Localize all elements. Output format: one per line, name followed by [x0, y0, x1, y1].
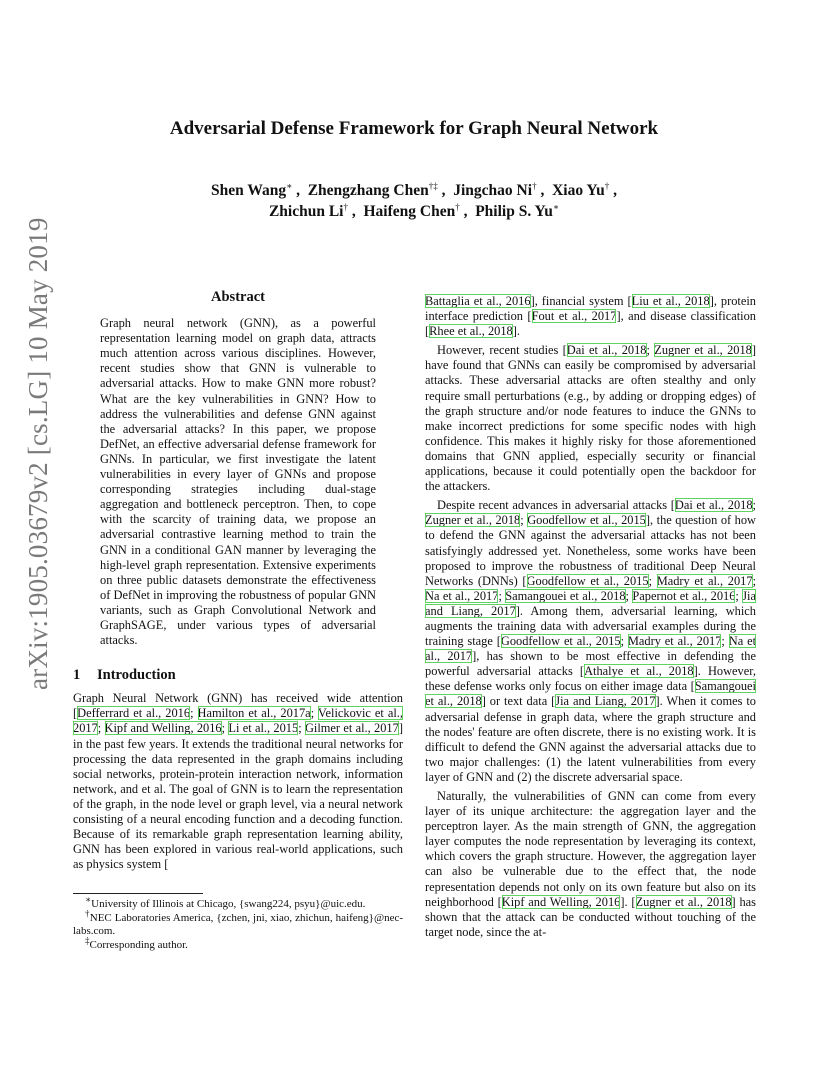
footnote: ‡Corresponding author. [85, 934, 188, 951]
footnote: ∗University of Illinois at Chicago, {swang224, psyu}@uic.edu. [85, 894, 366, 910]
citation-link[interactable]: Liu et al., 2018 [631, 294, 710, 308]
citation-link[interactable]: Goodfellow et al., 2015 [526, 573, 649, 588]
citation-link[interactable]: Battaglia et al., 2016 [425, 294, 531, 308]
citation-link[interactable]: Hamilton et al., 2017a [197, 706, 311, 721]
citation-link[interactable]: Samangouei et al., 2018 [505, 588, 626, 603]
intro-paragraph-4: Naturally, the vulnerabilities of GNN can come from every layer of its unique architecture: the aggregation layer and the perceptron layer. As the main strength of GNN, the aggregation layer computes the node representation by leveraging its context, which covers the graph structure. However, the aggregation layer can also be vulnerable due to the effect that, the node representation depends not only on its own feature but also on its neighborhood [Kipf and Welling, 2016]. [Zugner et al., 2018] has shown that the attack can be conducted without touching of the target node, since the at- [425, 789, 756, 939]
section-heading: 1 Introduction [73, 667, 176, 684]
citation-link[interactable]: Velickovic et al., 2017 [73, 706, 403, 736]
citation-link[interactable]: Kipf and Welling, 2016 [104, 721, 222, 736]
citation-link[interactable]: Goodfellow et al., 2015 [500, 634, 621, 649]
intro-paragraph-3: Despite recent advances in adversarial attacks [Dai et al., 2018; Zugner et al., 2018; Goodfellow et al., 2015], the question of how to defend the GNN against the adversarial attacks has not been satisfyingly addressed yet. Nonetheless, some works have been proposed to improve the robustness of traditional Deep Neural Networks (DNNs) [Goodfellow et al., 2015; Madry et al., 2017; Na et al., 2017; Samangouei et al., 2018; Papernot et al., 2016; Jia and Liang, 2017]. Among them, adversarial learning, which augments the training data with adversarial examples during the training stage [Goodfellow et al., 2015; Madry et al., 2017; Na et al., 2017], has shown to be most effective in defending the powerful adversarial attacks [Athalye et al., 2018]. However, these defense works only focus on either image data [Samangouei et al., 2018] or text data [Jia and Liang, 2017]. When it comes to adversarial defense in graph data, where the graph structure and the nodes' feature are often discrete, there is no existing work. It is difficult to defend the GNN against the adversarial attacks due to two major challenges: (1) the latent vulnerabilities from every layer of GNN and (2) the discrete adversarial space. [425, 498, 757, 784]
citation-link[interactable]: Kipf and Welling, 2016 [501, 894, 621, 909]
abstract-heading: Abstract [211, 289, 265, 305]
footnote: †NEC Laboratories America, {zchen, jni, xiao, zhichun, haifeng}@nec-labs.com. [73, 907, 404, 937]
citation-link[interactable]: Jia and Liang, 2017 [425, 588, 756, 618]
citation-link[interactable]: Fout et al., 2017 [531, 309, 617, 324]
author: Zhengzhang Chen†‡ [307, 180, 438, 199]
author: Xiao Yu† [552, 180, 610, 199]
citation-link[interactable]: Dai et al., 2018 [674, 498, 753, 513]
citation-link[interactable]: Na et al., 2017 [425, 634, 757, 664]
citation-link[interactable]: Samangouei et al., 2018 [425, 679, 756, 709]
left-column [73, 290, 403, 872]
intro-paragraph-2: However, recent studies [Dai et al., 2018; Zugner et al., 2018] have found that GNNs can easily be compromised by adversarial attacks. These adversarial attacks are often stealthy and only require small perturbations (e.g., by adding or dropping edges) of the graph structure and/or node features to induce the GNNs to make incorrect predictions for some specific nodes with high confidence. This makes it highly risky for those aforementioned domains that GNN applied, especially security or financial applications, because it could potentially open the backdoor for the attackers. [425, 343, 757, 494]
arxiv-stamp: arXiv:1905.03679v2 [cs.LG] 10 May 2019 [23, 217, 53, 690]
intro-paragraph-1-cont: Battaglia et al., 2016], financial system [Liu et al., 2018], protein interface prediction [Fout et al., 2017], and disease classification [Rhee et al., 2018]. [425, 294, 756, 339]
citation-link[interactable]: Gilmer et al., 2017 [304, 721, 399, 736]
paper-title: Adversarial Defense Framework for Graph Neural Network [169, 118, 659, 139]
author: Jingchao Ni† [453, 180, 537, 199]
citation-link[interactable]: Li et al., 2015 [228, 721, 299, 736]
citation-link[interactable]: Na et al., 2017 [425, 588, 499, 603]
intro-paragraph-1: Graph Neural Network (GNN) has received wide attention [Defferrard et al., 2016; Hamilton et al., 2017a; Velickovic et al., 2017; Kipf and Welling, 2016; Li et al., 2015; Gilmer et al., 2017] in the past few years. It extends the traditional neural networks for processing the data represented in the graph domains including social networks, protein-protein interaction network, information network, and et al. The goal of GNN is to learn the representation of the graph, in the node level or graph level, via a neural network consisting of a neural encoding function and a decoding function. Because of its remarkable graph representation learning ability, GNN has been explored in various real-world applications, such as physics system [ [73, 691, 403, 872]
author-list: Shen Wang∗ , Zhengzhang Chen†‡ , Jingchao Ni† , Xiao Yu† , Zhichun Li† , Haifeng Chen† , Philip S. Yu∗ [210, 180, 618, 220]
citation-link[interactable]: Jia and Liang, 2017 [555, 694, 656, 709]
citation-link[interactable]: Madry et al., 2017 [656, 573, 753, 588]
author: Philip S. Yu∗ [475, 201, 560, 220]
author: Haifeng Chen† [363, 201, 460, 220]
author: Shen Wang∗ [210, 180, 293, 199]
footnote-rule [73, 893, 203, 894]
citation-link[interactable]: Madry et al., 2017 [627, 634, 722, 649]
citation-link[interactable]: Zugner et al., 2018 [654, 343, 752, 358]
citation-link[interactable]: Goodfellow et al., 2015 [527, 513, 646, 528]
citation-link[interactable]: Rhee et al., 2018 [429, 324, 513, 339]
author: Zhichun Li† [268, 201, 348, 220]
footnotes [73, 893, 403, 952]
citation-link[interactable]: Defferrard et al., 2016 [77, 706, 191, 721]
citation-link[interactable]: Zugner et al., 2018 [635, 894, 732, 909]
citation-link[interactable]: Papernot et al., 2016 [632, 588, 736, 603]
right-column [425, 294, 756, 940]
citation-link[interactable]: Zugner et al., 2018 [425, 513, 521, 528]
citation-link[interactable]: Athalye et al., 2018 [584, 664, 694, 679]
citation-link[interactable]: Dai et al., 2018 [566, 343, 647, 358]
abstract-text: Graph neural network (GNN), as a powerful representation learning model on graph data, attracts much attention across various disciplines. However, recent studies show that GNN is vulnerable to adversarial attacks. How to make GNN more robust? What are the key vulnerabilities in GNN? How to address the vulnerabilities and defense GNN against the adversarial attacks? In this paper, we propose DefNet, an effective adversarial defense framework for GNNs. In particular, we first investigate the latent vulnerabilities in every layer of GNNs and propose corresponding strategies including dual-stage aggregation and bottleneck perceptron. Then, to cope with the scarcity of training data, we propose an adversarial contrastive learning method to train the GNN in a conditional GAN manner by leveraging the high-level graph representation. Extensive experiments on three public datasets demonstrate the effectiveness of DefNet in improving the robustness of popular GNN variants, such as Graph Convolutional Network and GraphSAGE, under various types of adversarial attacks. [100, 316, 376, 648]
